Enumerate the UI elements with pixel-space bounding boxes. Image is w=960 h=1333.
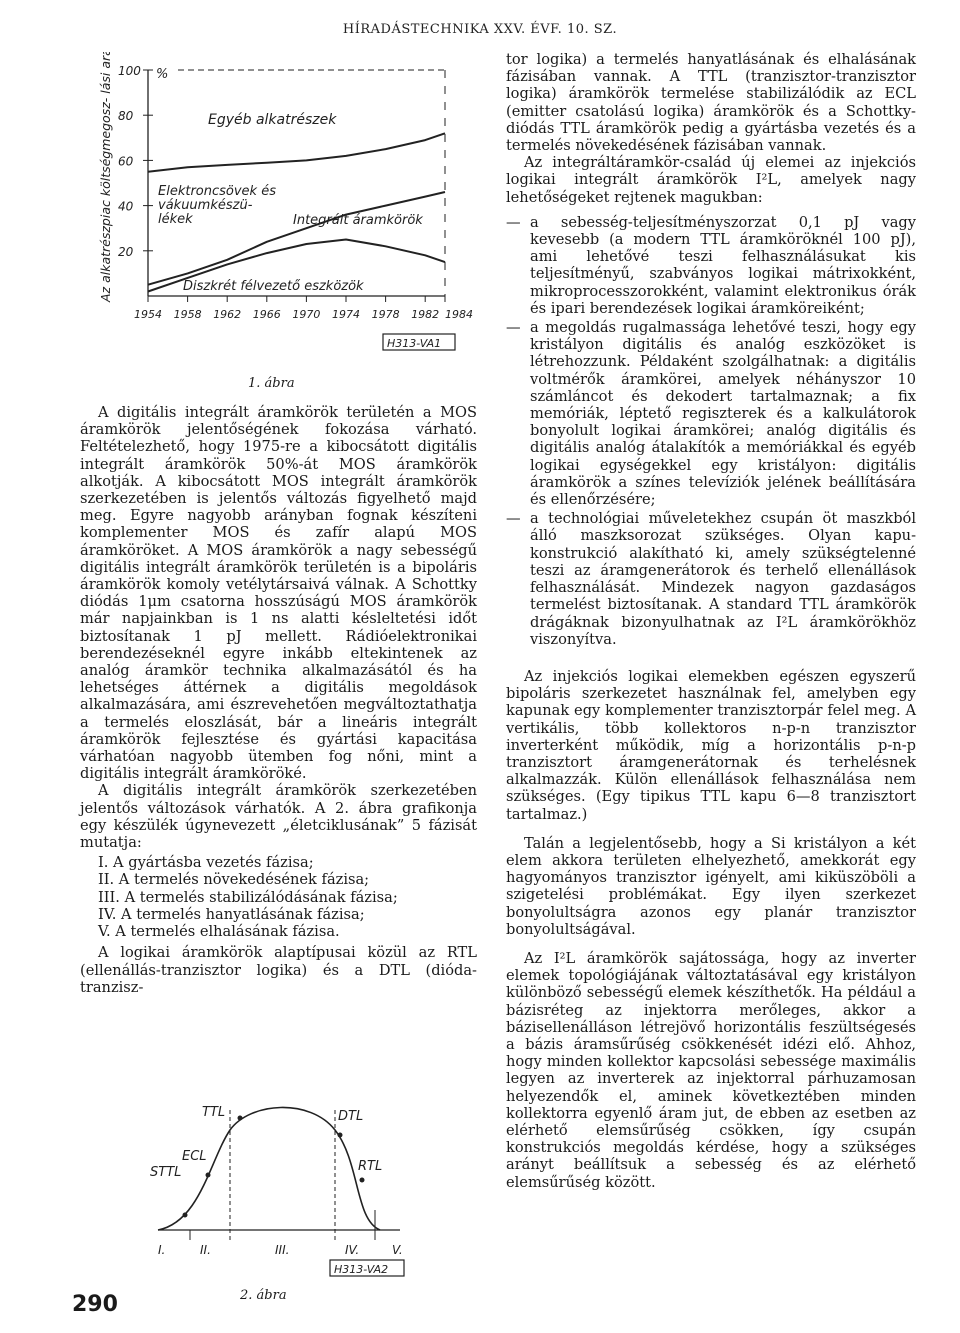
x-tick-label: 1982: [411, 308, 440, 321]
marker-sttl: [183, 1213, 188, 1218]
phase-item: I. A gyártásba vezetés fázisa;: [98, 854, 314, 872]
phase-label: III.: [275, 1243, 290, 1257]
phase-item: V. A termelés elhalásának fázisa.: [98, 923, 340, 941]
figure-2-caption: 2. ábra: [240, 1288, 287, 1303]
figure-1-chart: [78, 52, 478, 382]
bullet-text: a technológiai műveletekhez csupán öt maszkból álló maszksorozat szükséges. Olyan kapu-konstrukció alakítható ki, amely szükségtelenné teszi az áramgenerátorok és terhelő ellenállások felhasználását. Mindezek nagyon gazdaságos termelést biztosítanak. A standard TTL áramkörök drágáknak bizonyulhatnak az I²L áramkörökhöz viszonyítva.: [530, 510, 916, 648]
y-tick-label: 20: [118, 244, 134, 259]
label-integrated-circuits: Integrált áramkörök: [293, 213, 423, 228]
phase-list: [98, 854, 477, 940]
phase-item: III. A termelés stabilizálódásának fázisa;: [98, 888, 398, 906]
x-tick-label: 1966: [252, 308, 281, 321]
bullet-item: [506, 319, 916, 508]
bullet-dash: —: [506, 213, 521, 231]
phase-item: II. A termelés növekedésének fázisa;: [98, 871, 370, 889]
figure-1: [78, 52, 478, 382]
y-tick-label: 80: [118, 109, 134, 124]
x-tick-label: 1978: [371, 308, 400, 321]
marker-dtl: [338, 1133, 343, 1138]
marker-rtl: [360, 1178, 365, 1183]
label-rtl: RTL: [358, 1159, 383, 1174]
right-paragraph-5: Az I²L áramkörök sajátossága, hogy az inverter elemek topológiájának változtatásával egy kristályon különböző sebességű elemek készíthetők. Ha például a bázisréteg az injektorra merőleges, akkor a bázisellenálláson létrejövő horizontális feszültségesés a bázis áramsűrűség csökkenését idézi elő. Ahhoz, hogy minden kollektor kapcsolási sebessége maximális legyen az inverterek az injektorral párhuzamosan helyezendők el, aminek következtében minden kollektorra egyenlő áram jut, de ebben az esetben az elérhető elemsűrűség csökken, így csupán konstrukciós megoldás kérdése, hogy a szükséges arányt beállítsuk a sebesség és az elérhető elemsűrűség között.: [506, 949, 916, 1191]
y-axis-label: Az alkatrészpiac költségmegosz- lási aránya: [98, 52, 113, 302]
marker-ecl: [206, 1173, 211, 1178]
page-number: 290: [72, 1292, 118, 1317]
figure-1-caption: 1. ábra: [248, 376, 295, 391]
figure-2-tag: H313-VA2: [334, 1263, 389, 1276]
left-paragraph-2: A digitális integrált áramkörök szerkezetében jelentős változások várhatók. A 2. ábra grafikonja egy készülék úgynevezett „életciklusának” 5 fázisát mutatja:: [80, 782, 477, 852]
bullet-item: [506, 510, 916, 648]
phase-label: V.: [392, 1243, 403, 1257]
x-tick-label: 1974: [332, 308, 360, 321]
figure-1-tag: H313-VA1: [387, 337, 442, 350]
figure-2-chart: [130, 1090, 430, 1280]
bullet-text: a sebesség-teljesítményszorzat 0,1 pJ vagy kevesebb (a modern TTL áramköröknél 100 pJ), ami lehetővé teszi felhasználásukat kis teljesítményű, szabványos logikai mátrixokként, mikroprocesszorokként, valamint elektronikus órák és ipari berendezések logikai áramköreiként;: [530, 213, 916, 317]
y-tick-label: 60: [118, 154, 134, 169]
right-paragraph-2: Az integráltáramkör-család új elemei az injekciós logikai integrált áramkörök I²L, amelyek nagy lehetőségeket rejtenek magukban:: [506, 154, 916, 206]
right-column: [506, 51, 916, 1191]
x-tick-label: 1954: [134, 308, 162, 321]
x-tick-label: 1958: [173, 308, 202, 321]
label-dtl: DTL: [338, 1109, 364, 1124]
percent-unit: %: [156, 67, 169, 82]
phase-item: IV. A termelés hanyatlásának fázisa;: [98, 905, 365, 923]
right-paragraph-3: Az injekciós logikai elemekben egészen egyszerű bipoláris szerkezetet használnak fel, amelyben egy kapunak egy komplementer tranzisztorpár felel meg. A vertikális, több kollektoros n-p-n tranzisztor inverterként működik, míg a horizontális p-n-p tranzisztort áramgenerátornak és terhelésnek alkalmazzák. Külön ellenállások felhasználása nem szükséges. (Egy tipikus TTL kapu 6—8 tranzisztort tartalmaz.): [506, 667, 916, 823]
bullet-dash: —: [506, 510, 521, 528]
x-tick-label: 1970: [292, 308, 321, 321]
y-tick-label: 100: [118, 64, 141, 78]
phase-label: II.: [200, 1243, 211, 1257]
label-ttl: TTL: [202, 1105, 226, 1120]
running-header: HÍRADÁSTECHNIKA XXV. ÉVF. 10. SZ.: [342, 22, 618, 37]
bullet-item: [506, 214, 916, 317]
label-ecl: ECL: [182, 1149, 207, 1164]
bullet-dash: —: [506, 319, 521, 337]
x-tick-label: 1962: [213, 308, 242, 321]
y-tick-label: 40: [118, 199, 134, 214]
right-paragraph-4: Talán a legjelentősebb, hogy a Si kristályon a két elem akkora területen elhelyezhető, amekkorát egy hagyományos tranzisztor igényelt, ami kiküszöböli a szigetelési problémákat. Egy ilyen szerkezet bonyolultságra azonos egy planár tranzisztor bonyolultságával.: [506, 834, 916, 938]
label-other-components: Egyéb alkatrészek: [208, 112, 337, 128]
boundary-curve-2: [148, 133, 445, 171]
life-cycle-curve: [158, 1107, 383, 1230]
bullet-text: a megoldás rugalmassága lehetővé teszi, hogy egy kristályon digitális és analóg eszközöket is létrehozzunk. Példaként szolgálhatnak: a digitális voltmérők áramkörei, amelyek néhányszor 10 számláncot és dekodert tartalmaznak; a fix memóriák, léptető regiszterek és a kalkulátorok bonyolult logikai áramkörei; analóg digitális és digitális analóg átalakítók a memóriákkal és egyéb logikai egységekkel egy kristályon: digitális áramkörök a színes televíziók jelének beállítására és ellenőrzésére;: [530, 319, 916, 509]
label-tubes-1: Elektroncsövek és: [158, 184, 276, 199]
label-tubes-2: vákuumkészü-: [158, 198, 253, 213]
phase-label: I.: [158, 1243, 166, 1257]
label-sttl: STTL: [150, 1165, 182, 1180]
left-paragraph-3: A logikai áramkörök alaptípusai közül az RTL (ellenállás-tranzisztor logika) és a DTL (dióda-tranzisz-: [80, 944, 477, 996]
marker-ttl: [238, 1116, 243, 1121]
x-tick-label: 1984: [445, 308, 473, 321]
label-discrete-semiconductors: Diszkrét félvezető eszközök: [183, 279, 364, 294]
figure-2: [130, 1090, 430, 1280]
label-tubes-3: lékek: [158, 212, 193, 227]
phase-label: IV.: [345, 1243, 360, 1257]
right-paragraph-1: tor logika) a termelés hanyatlásának és elhalásának fázisában vannak. A TTL (tranzisztor-tranzisztor logika) áramkörök termelése stabilizálódik az ECL (emitter csatolású logika) áramkörök és a Schottky-diódás TTL áramkörök pedig a gyártásba vezetés és a termelés növekedésének fázisában vannak.: [506, 51, 916, 155]
left-column: [80, 404, 477, 996]
bullet-list: [506, 214, 916, 648]
left-paragraph-1: A digitális integrált áramkörök területén a MOS áramkörök jelentőségének fokozása várható. Feltételezhető, hogy 1975-re a kibocsátott digitális integrált áramkörök 50%-át MOS áramkörök alkotják. A kibocsátott MOS integrált áramkörök szerkezetében is jelentős változás figyelhető majd meg. Egyre nagyobb arányban fognak készíteni komplementer MOS és zafír alapú MOS áramköröket. A MOS áramkörök a nagy sebességű digitális integrált áramkörök területén is a bipoláris áramkörök komoly vetélytársaivá válnak. A Schottky diódás 1μm csatorna hosszúságú MOS áramkörök már napjainkban is 1 ns alatti késleltetési időt biztosítanak 1 pJ mellett. Rádióelektronikai berendezéseknél egyre inkább eltekintenek az analóg áramkör technika alkalmazásától és ha lehetséges áttérnek a digitális megoldások alkalmazására, ami észrevehetően megváltoztathatja a termelés eloszlását, bár a lineáris integrált áramkörök fejlesztése és gyártási kapacitása várhatóan nagyobb ütemben fog nőni, mint a digitális integrált áramköröké.: [80, 404, 477, 783]
